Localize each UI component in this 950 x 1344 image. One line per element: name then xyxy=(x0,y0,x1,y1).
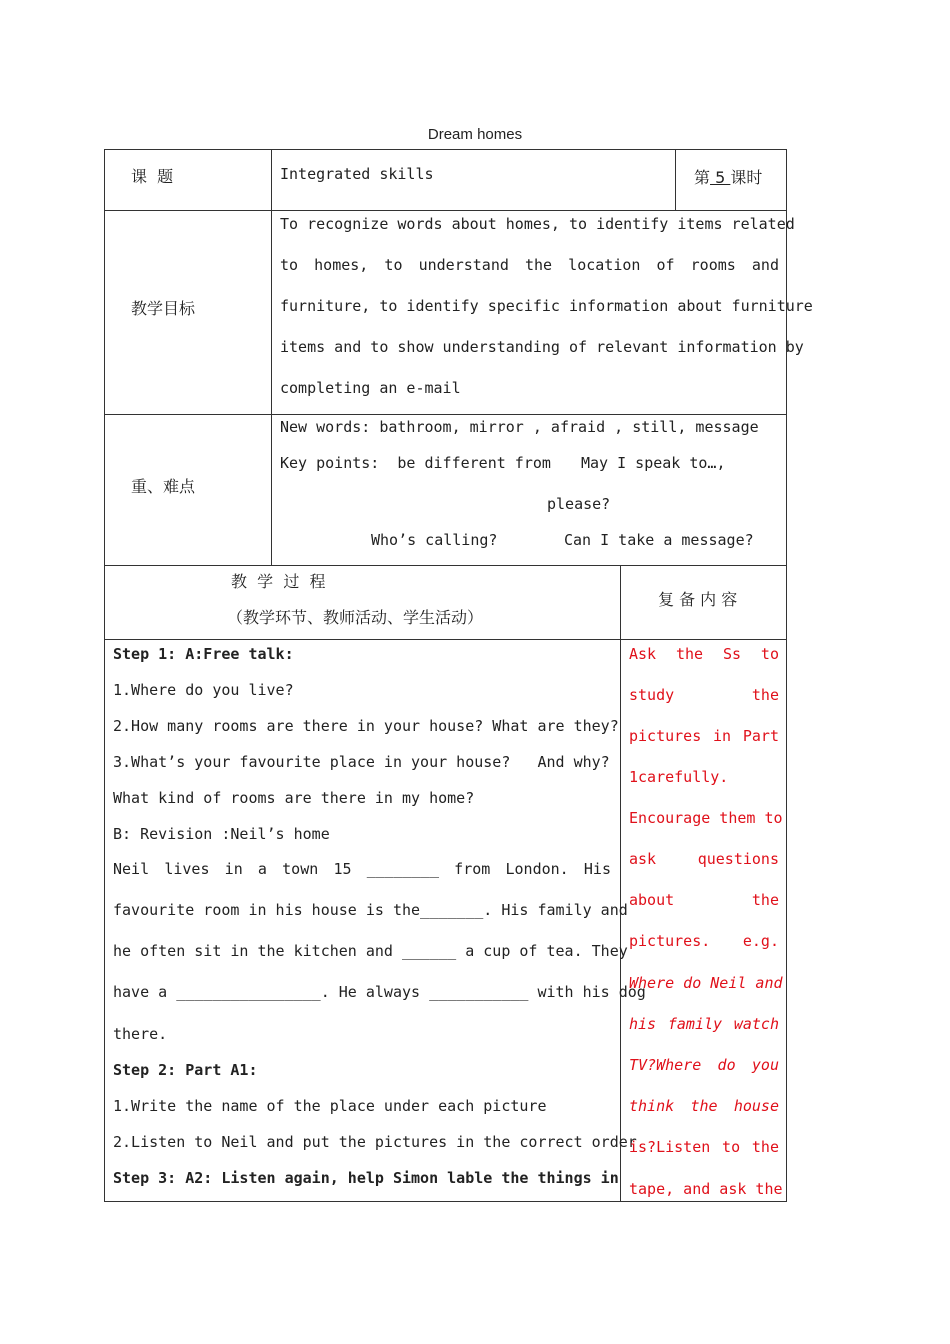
review-note-line: Encourage them to xyxy=(629,809,783,827)
review-note-line: think the house xyxy=(629,1097,779,1115)
new-words: New words: bathroom, mirror , afraid , still, message xyxy=(280,418,759,436)
step-1-heading: Step 1: A:Free talk: xyxy=(113,645,294,663)
a1-task-2: 2.Listen to Neil and put the pictures in the correct order xyxy=(113,1133,637,1151)
review-note-line: pictures. e.g. xyxy=(629,932,779,950)
question-1: 1.Where do you live? xyxy=(113,681,294,699)
fill-blank-line: there. xyxy=(113,1025,168,1043)
a1-task-1: 1.Write the name of the place under each picture xyxy=(113,1097,547,1115)
lesson-suffix: 课时 xyxy=(730,168,763,187)
lesson-num: 5 xyxy=(710,168,731,187)
key-points-b: May I speak to…, xyxy=(581,454,726,472)
review-note-line: TV?Where do you xyxy=(629,1056,779,1074)
key-points-a: Key points: be different from xyxy=(280,454,551,472)
process-title: 教 学 过 程 xyxy=(231,572,326,591)
topic-value: Integrated skills xyxy=(280,165,434,183)
question-2: 2.How many rooms are there in your house? What are they? xyxy=(113,717,619,735)
goals-line: furniture, to identify specific information about furniture xyxy=(280,297,813,315)
fill-blank-line: have a ________________. He always ___________ with his dog xyxy=(113,983,646,1001)
topic-label: 课 题 xyxy=(131,167,174,186)
review-note-line: his family watch xyxy=(629,1015,779,1033)
review-note-line: ask questions xyxy=(629,850,779,868)
review-note-line: tape, and ask the xyxy=(629,1180,783,1198)
step-3-heading: Step 3: A2: Listen again, help Simon lable the things in xyxy=(113,1169,619,1187)
step-2-heading: Step 2: Part A1: xyxy=(113,1061,258,1079)
page-title: Dream homes xyxy=(427,126,523,143)
fill-blank-line: Neil lives in a town 15 ________ from London. His xyxy=(113,860,611,878)
lesson-info-table xyxy=(104,149,813,566)
goals-line: completing an e-mail xyxy=(280,379,461,397)
lesson-prefix: 第 xyxy=(694,168,711,187)
review-header: 复 备 内 容 xyxy=(658,590,738,609)
fill-blank-line: he often sit in the kitchen and ______ a cup of tea. They xyxy=(113,942,628,960)
key-points-please: please? xyxy=(547,495,611,513)
goals-label: 教学目标 xyxy=(131,299,196,318)
question-3: 3.What’s your favourite place in your house? And why? xyxy=(113,753,610,771)
process-subtitle: （教学环节、教师活动、学生活动） xyxy=(227,608,484,627)
key-points-take-message: Can I take a message? xyxy=(564,531,754,549)
review-note-line: Where do Neil and xyxy=(629,974,783,992)
goals-line: To recognize words about homes, to identify items related xyxy=(280,215,795,233)
review-note-line: Ask the Ss to xyxy=(629,645,779,663)
fill-blank-line: favourite room in his house is the_______. His family and xyxy=(113,901,628,919)
review-note-line: is?Listen to the xyxy=(629,1138,779,1156)
lesson-number xyxy=(694,165,762,188)
review-note-line: study the xyxy=(629,686,779,704)
revision-heading: B: Revision :Neil’s home xyxy=(113,825,330,843)
goals-line: items and to show understanding of relevant information by xyxy=(280,338,804,356)
review-note-line: about the xyxy=(629,891,779,909)
question-4: What kind of rooms are there in my home? xyxy=(113,789,475,807)
goals-line: to homes, to understand the location of rooms and xyxy=(280,256,779,274)
keypoints-label: 重、难点 xyxy=(131,477,196,496)
key-points-whos-calling: Who’s calling? xyxy=(371,531,498,549)
teaching-process-table xyxy=(104,565,787,1202)
review-note-line: 1carefully. xyxy=(629,768,729,786)
review-note-line: pictures in Part xyxy=(629,727,779,745)
